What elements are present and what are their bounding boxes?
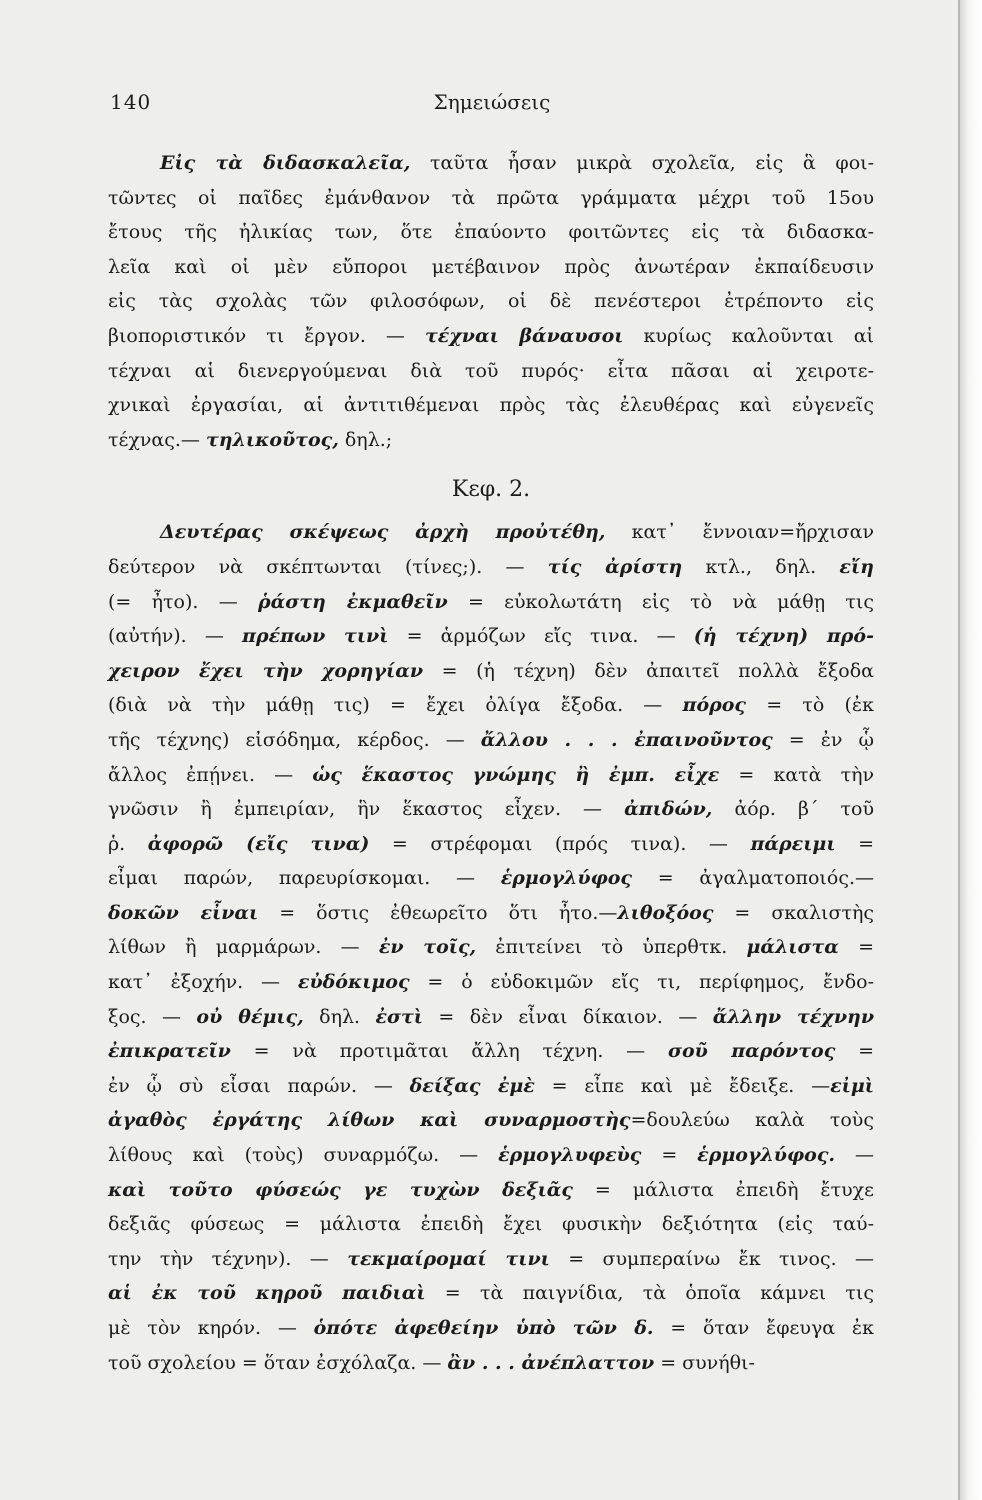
- text-run: δεξιᾶς φύσεως = μάλιστα ἐπειδὴ ἔχει φυσικὴν δεξιότητα (εἰς ταύ-: [108, 1213, 874, 1236]
- text-run: βιοποριστικόν τι ἔργον. —: [108, 324, 425, 347]
- lemma: ἄλλου . . . ἐπαινοῦντος: [480, 728, 773, 751]
- text-line: [108, 1034, 874, 1069]
- text-line: [108, 319, 874, 354]
- lemma: λιθοξόος: [617, 901, 714, 924]
- text-run: ἀόρ. β´ τοῦ: [712, 798, 874, 821]
- lemma: πάρειμι: [750, 832, 836, 855]
- text-line: [108, 619, 874, 654]
- lemma: εἰμὶ: [830, 1074, 874, 1097]
- lemma: ῥάστη ἐκμαθεῖν: [258, 590, 448, 613]
- lemma: ἑρμογλύφος: [500, 867, 632, 890]
- text-run: ῥ.: [108, 832, 148, 855]
- text-line: [108, 354, 874, 389]
- text-line: [108, 758, 874, 793]
- lemma: αἱ ἐκ τοῦ κηροῦ παιδιαὶ: [108, 1282, 426, 1305]
- text-run: κτλ., δηλ.: [682, 555, 840, 578]
- text-run: = δὲν εἶναι δίκαιον. —: [423, 1005, 713, 1028]
- text-line: [108, 146, 874, 181]
- text-line: [108, 1276, 874, 1311]
- lemma: ἐν τοῖς,: [378, 936, 477, 959]
- text-run: —: [835, 1144, 874, 1167]
- text-run: λεῖα καὶ οἱ μὲν εὔποροι μετέβαινον πρὸς ἀνωτέραν ἐκπαίδευσιν: [108, 255, 874, 278]
- text-run: = σκαλιστὴς: [713, 901, 875, 924]
- text-line: [108, 585, 874, 620]
- page-edge: [958, 0, 982, 1500]
- text-run: = κατὰ τὴν: [719, 763, 875, 786]
- text-run: = τὸ (ἐκ: [746, 694, 874, 717]
- text-line: [108, 1242, 874, 1277]
- text-line: [108, 1173, 874, 1208]
- lemma: ἐστὶ: [375, 1005, 424, 1028]
- lemma: τίς ἀρίστη: [547, 555, 683, 578]
- text-run: (= ἦτο). —: [108, 590, 258, 613]
- lemma: Δευτέρας σκέψεως ἀρχὴ προὐτέθη,: [160, 521, 606, 544]
- text-line: [108, 250, 874, 285]
- text-run: ἐπιτείνει τὸ ὑπερθτκ.: [476, 936, 747, 959]
- text-run: χνικαὶ ἐργασίαι, αἱ ἀντιτιθέμεναι πρὸς τὰς ἐλευθέρας καὶ εὐγενεῖς: [108, 394, 874, 417]
- lemma: ὡς ἕκαστος γνώμης ἢ ἐμπ. εἶχε: [312, 763, 720, 786]
- text-run: εἰς τὰς σχολὰς τῶν φιλοσόφων, οἱ δὲ πενέστεροι ἐτρέποντο εἰς: [108, 290, 874, 313]
- lemma: ἑρμογλύφος.: [697, 1144, 836, 1167]
- text-run: δηλ.;: [338, 428, 393, 451]
- page-number: 140: [110, 90, 152, 114]
- text-line: [108, 723, 874, 758]
- text-run: = συμπεραίνω ἔκ τινος. —: [549, 1247, 875, 1270]
- lemma: ἀφορῶ (εἴς τινα): [147, 832, 370, 855]
- text-line: [108, 388, 874, 423]
- text-run: = ἀγαλματοποιός.—: [632, 867, 874, 890]
- lemma: (ἡ τέχνη) πρό-: [693, 625, 874, 648]
- text-run: = ὅστις ἐθεωρεῖτο ὅτι ἦτο.—: [258, 901, 618, 924]
- text-run: =: [641, 1144, 698, 1167]
- text-run: =: [838, 936, 874, 959]
- text-line: [108, 181, 874, 216]
- text-run: εἶμαι παρών, παρευρίσκομαι. —: [108, 867, 501, 890]
- lemma: σοῦ παρόντος: [667, 1040, 836, 1063]
- text-run: λίθων ἢ μαρμάρων. —: [108, 936, 379, 959]
- text-run: ξος. —: [108, 1005, 197, 1028]
- text-run: = εἶπε καὶ μὲ ἔδειξε. —: [534, 1074, 831, 1097]
- text-line: [108, 654, 874, 689]
- text-line: [108, 215, 874, 250]
- text-line: [108, 1103, 874, 1138]
- running-title: Σημειώσεις: [433, 90, 551, 114]
- lemma: ἀγαθὸς ἐργάτης λίθων καὶ συναρμοστὴς: [108, 1109, 631, 1132]
- text-line: [108, 792, 874, 827]
- text-run: = τὰ παιγνίδια, τὰ ὁποῖα κάμνει τις: [425, 1282, 874, 1305]
- lemma: ἀπιδών,: [624, 798, 713, 821]
- text-run: ταῦτα ἦσαν μικρὰ σχολεῖα, εἰς ἃ φοι-: [410, 152, 874, 174]
- lemma: οὐ θέμις,: [196, 1005, 304, 1028]
- text-line: [108, 423, 874, 458]
- text-run: ἔτους τῆς ἡλικίας των, ὅτε ἐπαύοντο φοιτῶντες εἰς τὰ διδασκα-: [108, 221, 874, 244]
- lemma: εὐδόκιμος: [297, 971, 410, 994]
- text-run: κυρίως καλοῦνται αἱ: [623, 324, 874, 347]
- text-run: =: [835, 832, 875, 855]
- text-line: [108, 1138, 874, 1173]
- lemma: εἴη: [839, 555, 874, 578]
- lemma: Εἰς τὰ διδασκαλεῖα,: [160, 152, 411, 174]
- text-run: = μάλιστα ἐπειδὴ ἔτυχε: [572, 1178, 874, 1201]
- text-line: [108, 827, 874, 862]
- text-line: [108, 861, 874, 896]
- lemma: ὁπότε ἀφεθείην ὑπὸ τῶν δ.: [313, 1317, 654, 1339]
- text-run: = συνήθι-: [654, 1351, 755, 1374]
- text-line: [108, 688, 874, 723]
- text-line: [108, 1000, 874, 1035]
- text-run: = ἐν ᾧ: [772, 728, 875, 751]
- lemma: ἂν . . . ἀνέπλαττον: [447, 1351, 655, 1374]
- lemma: πόρος: [682, 694, 746, 717]
- lemma: δοκῶν εἶναι: [108, 901, 259, 924]
- page-header: [110, 90, 874, 120]
- lemma: μάλιστα: [746, 936, 839, 959]
- text-line: [108, 515, 874, 550]
- page-body: [108, 146, 874, 1380]
- text-line: [108, 965, 874, 1000]
- text-run: κατ᾽ ἔννοιαν=ἤρχισαν: [605, 521, 874, 544]
- text-run: (διὰ νὰ τὴν μάθῃ τις) = ἔχει ὀλίγα ἔξοδα. —: [108, 694, 683, 717]
- text-run: τέχναι αἱ διενεργούμεναι διὰ τοῦ πυρός· εἶτα πᾶσαι αἱ χειροτε-: [108, 359, 874, 382]
- text-run: = νὰ προτιμᾶται ἄλλη τέχνη. —: [230, 1040, 668, 1063]
- lemma: τεκμαίρομαί τινι: [347, 1247, 550, 1270]
- lemma: ἑρμογλυφεὺς: [498, 1144, 642, 1167]
- lemma: ἄλλην τέχνην: [712, 1005, 875, 1028]
- text-run: μὲ τὸν κηρόν. —: [108, 1317, 314, 1339]
- text-line: [108, 1346, 874, 1381]
- text-run: λίθους καὶ (τοὺς) συναρμόζω. —: [108, 1144, 499, 1167]
- text-line: [108, 896, 874, 931]
- text-run: δηλ.: [303, 1005, 376, 1028]
- text-line: [108, 284, 874, 319]
- lemma: δείξας ἐμὲ: [409, 1074, 535, 1097]
- text-run: τοῦ σχολείου = ὅταν ἐσχόλαζα. —: [108, 1351, 448, 1374]
- text-run: = εὐκολωτάτη εἰς τὸ νὰ μάθῃ τις: [447, 590, 874, 613]
- text-run: = ὅταν ἔφευγα ἐκ: [653, 1317, 874, 1339]
- text-run: (αὐτήν). —: [108, 625, 243, 648]
- text-line: [108, 1207, 874, 1242]
- paragraph-introductory-notes: [108, 146, 874, 457]
- lemma: ἐπικρατεῖν: [108, 1040, 231, 1063]
- lemma: χειρον ἔχει τὴν χορηγίαν: [108, 659, 424, 682]
- text-run: την τὴν τέχνην). —: [108, 1247, 348, 1270]
- chapter-heading: Κεφ. 2.: [451, 477, 531, 503]
- text-run: κατ᾽ ἐξοχήν. —: [108, 971, 298, 994]
- text-run: τέχνας.—: [108, 428, 206, 451]
- text-line: [108, 550, 874, 585]
- text-run: = (ἡ τέχνη) δὲν ἀπαιτεῖ πολλὰ ἔξοδα: [423, 659, 874, 682]
- text-run: δεύτερον νὰ σκέπτωνται (τίνες;). —: [108, 555, 548, 578]
- lemma: τηλικοῦτος,: [205, 428, 339, 451]
- paragraph-chapter-2-notes: [108, 515, 874, 1380]
- text-run: τῶντες οἱ παῖδες ἐμάνθανον τὰ πρῶτα γράμματα μέχρι τοῦ 15ου: [108, 186, 874, 209]
- text-run: ἄλλος ἐπῄνει. —: [108, 763, 313, 786]
- text-run: =: [835, 1040, 874, 1063]
- text-line: [108, 930, 874, 965]
- text-line: [108, 1069, 874, 1104]
- text-run: =δουλεύω καλὰ τοὺς: [630, 1109, 874, 1132]
- lemma: καὶ τοῦτο φύσεώς γε τυχὼν δεξιᾶς: [108, 1178, 573, 1201]
- text-run: = ὁ εὐδοκιμῶν εἴς τι, περίφημος, ἔνδο-: [409, 971, 875, 994]
- text-run: ἐν ᾧ σὺ εἶσαι παρών. —: [108, 1074, 410, 1097]
- text-run: τῆς τέχνης) εἰσόδημα, κέρδος. —: [108, 728, 481, 751]
- text-run: = ἁρμόζων εἴς τινα. —: [388, 625, 694, 648]
- text-run: γνῶσιν ἢ ἐμπειρίαν, ἣν ἕκαστος εἶχεν. —: [108, 798, 625, 821]
- text-line: [108, 1311, 874, 1346]
- text-run: = στρέφομαι (πρός τινα). —: [369, 832, 751, 855]
- lemma: τέχναι βάναυσοι: [424, 324, 624, 347]
- lemma: πρέπων τινὶ: [242, 625, 389, 648]
